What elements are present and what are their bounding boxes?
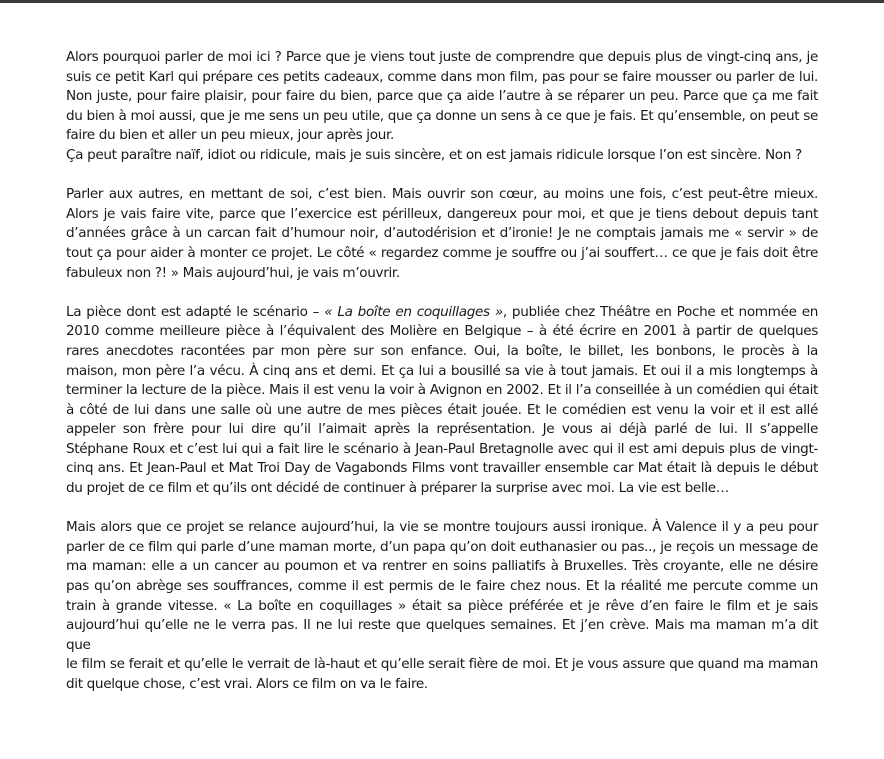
document-body [66,48,818,714]
text-line: dit quelque chose, c’est vrai. Alors ce film on va le faire. [66,676,428,692]
text-line: 2010 comme meilleure pièce à l’équivalent des Molière en Belgique – à été écrire en 2001 à partir de quelques [66,323,818,340]
paragraph-3 [66,303,818,499]
text-line: train à grande vitesse. « La boîte en coquillages » était sa pièce préférée et je rêve d’en faire le film et je sais [66,597,818,614]
text-line: parler de ce film qui parle d’une maman morte, d’un papa qu’on doit euthanasier ou pas.., je reçois un message de [66,538,818,555]
paragraph-2 [66,185,818,283]
text-line: Alors pourquoi parler de moi ici ? Parce que je viens tout juste de comprendre que depuis plus de vingt-cinq ans, je [66,49,818,65]
text-line: ma maman: elle a un cancer au poumon et va rentrer en soins palliatifs à Bruxelles. Très croyante, elle ne désire [66,558,818,575]
text-line: Stéphane Roux et c’est lui qui a fait lire le scénario à Jean-Paul Bretagnolle avec qui il est ami depuis plus de vingt- [66,440,818,457]
text-line: maison, mon père l’a vécu. À cinq ans et demi. Et ça lui a bousillé sa vie à tout jamais. Et oui il a mis longtemps à [66,362,818,379]
paragraph-4 [66,518,818,694]
text-line: à côté de lui dans une salle où une autre de mes pièces était jouée. Et le comédien est venu la voir et il est allé [66,401,818,418]
text-line: Ça peut paraître naïf, idiot ou ridicule, mais je suis sincère, et on est jamais ridicule lorsque l’on est sincère. Non ? [66,146,802,163]
top-border-rule [0,0,884,3]
paragraph-1 [66,48,818,166]
text-line: tout ça pour aider à monter ce projet. Le côté « regardez comme je souffre ou j’ai souffert… ce que je fais doit être [66,244,818,261]
text-line: Alors je vais faire vite, parce que l’exercice est périlleux, dangereux pour moi, et que je tiens debout depuis tant [66,205,818,222]
text-line: faire du bien et aller un peu mieux, jour après jour. [66,127,394,144]
text-line: d’années grâce à un carcan fait d’humour noir, d’autodérision et d’ironie! Je ne comptais jamais me « servir » de [66,225,818,242]
text-run: La pièce dont est adapté le scénario – [66,303,325,320]
text-line [66,303,818,323]
play-title: « La boîte en coquillages » [324,303,503,320]
text-line: du bien à moi aussi, que je me sens un peu utile, que ça donne un sens à ce que je fais. Et qu’ensemble, on peut se [66,107,818,124]
text-line: fabuleux non ?! » Mais aujourd’hui, je vais m’ouvrir. [66,264,400,281]
text-line: terminer la lecture de la pièce. Mais il est venu la voir à Avignon en 2002. Et il l’a conseillée à un comédien qui était [66,382,818,399]
text-line: Non juste, pour faire plaisir, pour faire du bien, parce que ça aide l’autre à se réparer un peu. Parce que ça me fait [66,88,818,105]
text-line: pas qu’on abrège ses souffrances, comme il est permis de le faire chez nous. Et la réalité me percute comme un [66,578,818,595]
text-line: le film se ferait et qu’elle le verrait de là-haut et qu’elle serait fière de moi. Et je vous assure que quand ma maman [66,656,818,673]
text-line: appeler son frère pour lui dire qu’il l’aimait après la représentation. Je vous ai déjà parlé de lui. Il s’appelle [66,421,818,438]
text-line: Parler aux autres, en mettant de soi, c’est bien. Mais ouvrir son cœur, au moins une fois, c’est peut-être mieux. [66,186,818,203]
text-line: rares anecdotes racontées par mon père sur son enfance. Oui, la boîte, le billet, les bonbons, le procès à la [66,342,818,359]
text-line: aujourd’hui qu’elle ne le verra pas. Il ne lui reste que quelques semaines. Et j’en crève. Mais ma maman m’a dit que [66,617,818,653]
text-line: suis ce petit Karl qui prépare ces petits cadeaux, comme dans mon film, pas pour se faire mousser ou parler de lui. [66,68,818,85]
text-line: Mais alors que ce projet se relance aujourd’hui, la vie se montre toujours aussi ironique. À Valence il y a peu pour [66,519,818,536]
text-line: cinq ans. Et Jean-Paul et Mat Troi Day de Vagabonds Films vont travailler ensemble car Mat était là depuis le début [66,460,818,477]
text-run: , publiée chez Théâtre en Poche et nommée en [502,303,818,320]
text-line: du projet de ce film et qu’ils ont décidé de continuer à préparer la surprise avec moi. La vie est belle… [66,480,729,497]
